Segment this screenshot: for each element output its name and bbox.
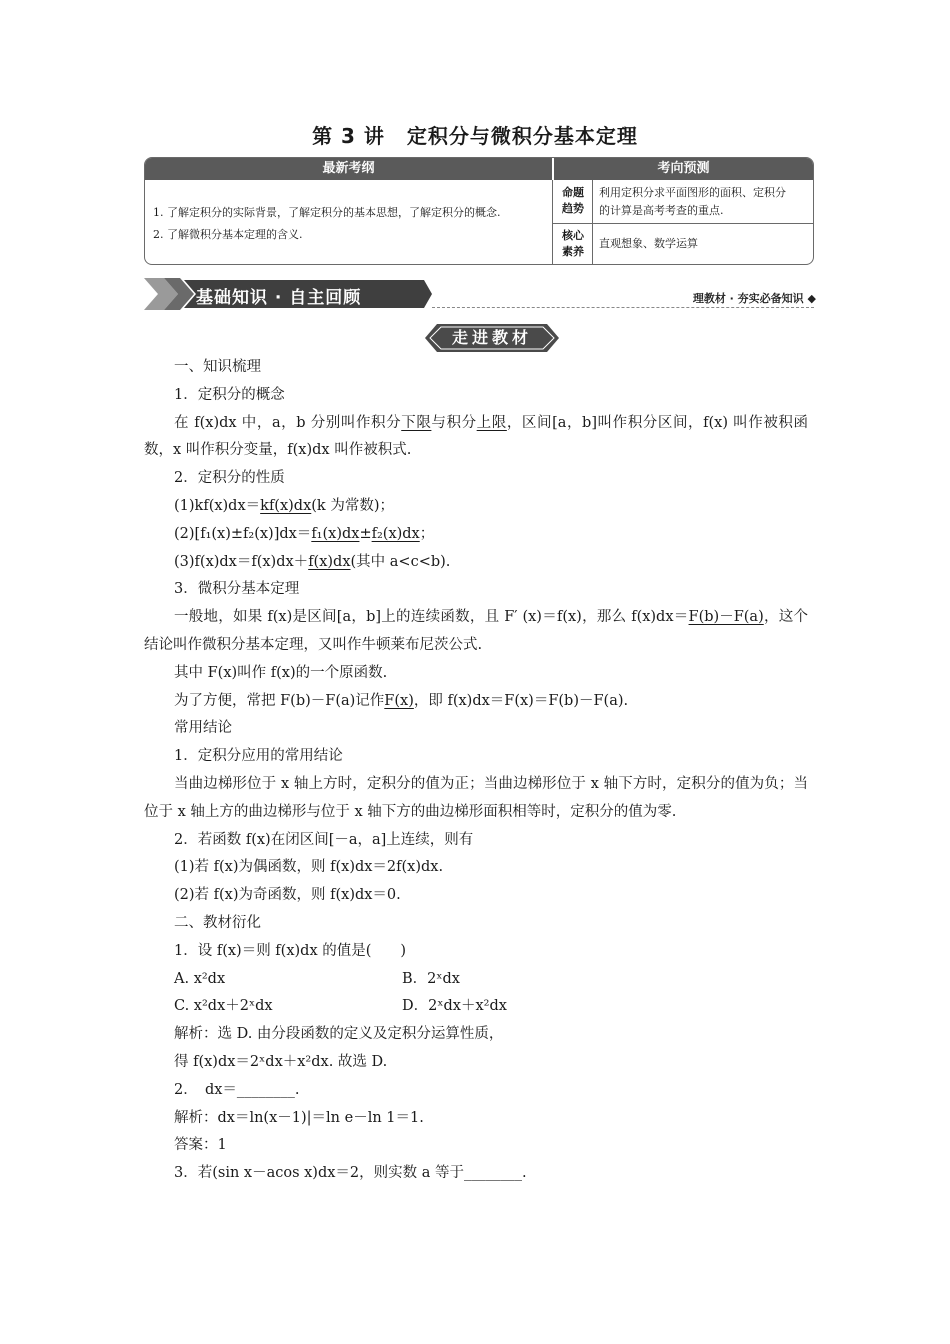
diamond-icon: ◆ (807, 292, 816, 305)
main-content (144, 354, 808, 1188)
formula-line (144, 521, 808, 549)
badge-label: 走进教材 (451, 328, 532, 347)
blank-answer: 下限 (401, 414, 432, 431)
text: (2)[f₁(x)±f₂(x)]dx＝ (174, 525, 312, 542)
blank-answer: F(b)－F(a) (688, 609, 764, 626)
paragraph (144, 410, 808, 466)
option-row (144, 966, 808, 994)
label-line: 命题 (562, 186, 584, 199)
lecture-number: 第 3 讲 (312, 124, 385, 148)
text: ，即 f(x)dx＝F(x)＝F(b)－F(a). (413, 692, 629, 709)
option-b: B．2ˣdx (402, 970, 460, 987)
text: (1)kf(x)dx＝ (174, 497, 261, 514)
text: (k 为常数)； (311, 497, 394, 514)
blank-answer: f(x)dx (308, 553, 351, 570)
trend-line: 的计算是高考考查的重点. (599, 204, 724, 217)
syllabus-item: 2. 了解微积分基本定理的含义. (153, 228, 303, 241)
subheading: 3．微积分基本定理 (174, 581, 300, 598)
lecture-title: 定积分与微积分基本定理 (406, 124, 638, 148)
section-banner-title: 基础知识 · 自主回顾 (196, 288, 362, 308)
question: 2． dx＝________. (174, 1081, 300, 1098)
trend-label (554, 185, 592, 217)
paragraph: (1)若 f(x)为偶函数，则 f(x)dx＝2f(x)dx. (174, 859, 444, 876)
text: 一般地，如果 f(x)是区间[a，b]上的连续函数，且 F′ (x)＝f(x)，那么 f(x)dx＝ (174, 609, 689, 626)
page-title (0, 120, 950, 149)
subheading: 1．定积分应用的常用结论 (174, 748, 343, 765)
blank-answer: f₁(x)dx (311, 525, 360, 542)
text: 在 f(x)dx 中，a，b 分别叫作积分 (174, 414, 402, 431)
blank-answer: F(x) (384, 692, 414, 709)
paragraph (144, 604, 808, 660)
syllabus-header: 最新考纲 (145, 158, 552, 180)
option-a: A. x²dx (174, 970, 226, 987)
label-line: 核心 (562, 229, 584, 242)
literacy-label (554, 228, 592, 260)
syllabus-content (153, 202, 545, 246)
section-heading: 常用结论 (174, 720, 232, 737)
section-banner-subtitle (693, 290, 816, 306)
text: (其中 a<c<b). (350, 553, 451, 570)
paragraph: 其中 F(x)叫作 f(x)的一个原函数. (174, 664, 388, 681)
text: 与积分 (431, 414, 477, 431)
question: 3．若(sin x－acos x)dx＝2，则实数 a 等于________. (174, 1165, 527, 1182)
subheading: 1．定积分的概念 (174, 386, 285, 403)
text: ； (419, 525, 435, 542)
text: (3)f(x)dx＝f(x)dx＋ (174, 553, 309, 570)
text: ，这个结论叫作微积分基本定理，又叫作牛顿莱布尼茨公式. (144, 609, 809, 653)
formula-line (144, 493, 808, 521)
formula-line (144, 549, 808, 577)
subtitle-text: 理教材 · 夯实必备知识 (692, 292, 804, 305)
paragraph: 2．若函数 f(x)在闭区间[－a，a]上连续，则有 (174, 831, 474, 848)
blank-answer: kf(x)dx (260, 497, 312, 514)
label-line: 素养 (562, 245, 584, 258)
table-divider (553, 223, 813, 224)
option-c: C. x²dx＋2ˣdx (174, 998, 273, 1015)
text: 为了方便，常把 F(b)－F(a)记作 (174, 692, 385, 709)
solution: 得 f(x)dx＝2ˣdx＋x²dx. 故选 D. (174, 1053, 388, 1070)
paragraph: (2)若 f(x)为奇函数，则 f(x)dx＝0. (174, 887, 401, 904)
option-row (144, 993, 808, 1021)
prediction-header: 考向预测 (554, 158, 813, 180)
subheading: 2．定积分的性质 (174, 470, 285, 487)
text: ± (359, 525, 372, 542)
banner-rule (432, 307, 814, 308)
paragraph (144, 688, 808, 716)
section-heading: 二、教材衍化 (174, 914, 261, 931)
label-line: 趋势 (562, 202, 584, 215)
option-d: D．2ˣdx＋x²dx (402, 998, 507, 1015)
section-heading: 一、知识梳理 (174, 359, 261, 375)
solution: 解析：选 D. 由分段函数的定义及定积分运算性质， (174, 1026, 504, 1043)
table-divider (592, 180, 593, 264)
blank-answer: 上限 (476, 414, 507, 431)
text: ，区间[a，b]叫作积分区间，f(x) 叫作被积函数，x 叫作积分变量，f(x)dx 叫作被积式. (144, 414, 809, 459)
trend-text (599, 184, 807, 220)
syllabus-item: 1. 了解定积分的实际背景，了解定积分的基本思想，了解定积分的概念. (153, 206, 501, 219)
blank-answer: f₂(x)dx (371, 525, 420, 542)
solution: 解析：dx＝ln(x－1)|＝ln e－ln 1＝1. (174, 1109, 424, 1126)
syllabus-table (144, 157, 814, 265)
question: 1．设 f(x)＝则 f(x)dx 的值是( ) (174, 942, 407, 959)
trend-line: 利用定积分求平面图形的面积、定积分 (599, 186, 786, 199)
table-divider (552, 180, 553, 264)
literacy-text: 直观想象、数学运算 (599, 237, 698, 250)
paragraph: 当曲边梯形位于 x 轴上方时，定积分的值为正；当曲边梯形位于 x 轴下方时，定积分的值为负；当位于 x 轴上方的曲边梯形与位于 x 轴下方的曲边梯形面积相等时，定积分的值为零. (144, 775, 808, 820)
answer: 答案：1 (174, 1137, 227, 1154)
